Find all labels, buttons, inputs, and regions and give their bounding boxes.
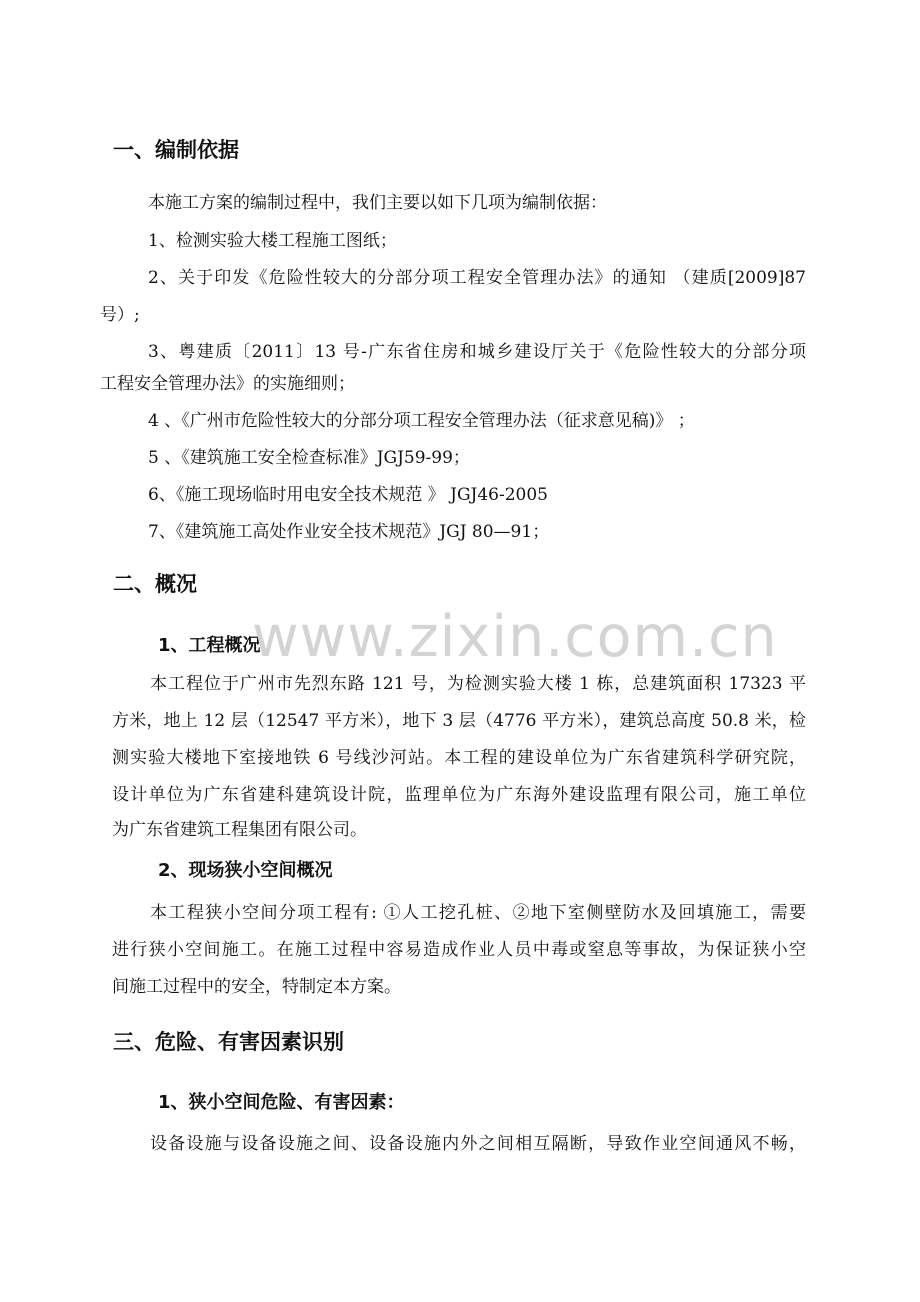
list-item: 2、关于印发《危险性较大的分部分项工程安全管理办法》的通知 （建质[2009]87 xyxy=(148,268,806,288)
paragraph-line: 进行狭小空间施工。在施工过程中容易造成作业人员中毒或窒息等事故，为保证狭小空 xyxy=(112,940,806,960)
list-item: 7、《建筑施工高处作业安全技术规范》JGJ 80—91； xyxy=(148,522,550,542)
subsection-heading-narrow-hazards: 1、狭小空间危险、有害因素： xyxy=(158,1092,405,1113)
section-heading-hazards: 三、危险、有害因素识别 xyxy=(113,1030,344,1054)
section-heading-basis: 一、编制依据 xyxy=(113,138,239,162)
subsection-heading-narrow-space: 2、现场狭小空间概况 xyxy=(158,860,333,881)
list-item: 5 、《建筑施工安全检查标准》JGJ59-99； xyxy=(148,448,470,468)
paragraph-intro: 本施工方案的编制过程中，我们主要以如下几项为编制依据： xyxy=(148,193,607,213)
paragraph-line: 设计单位为广东省建科建筑设计院，监理单位为广东海外建设监理有限公司，施工单位 xyxy=(112,785,806,805)
list-item: 6、《施工现场临时用电安全技术规范 》 JGJ46-2005 xyxy=(148,485,548,505)
paragraph-line: 设备设施与设备设施之间、设备设施内外之间相互隔断，导致作业空间通风不畅， xyxy=(150,1134,806,1154)
list-item: 1、检测实验大楼工程施工图纸； xyxy=(148,231,397,251)
list-item-continuation: 号）; xyxy=(100,305,140,325)
paragraph-line: 本工程位于广州市先烈东路 121 号，为检测实验大楼 1 栋，总建筑面积 17323 平 xyxy=(150,674,806,694)
paragraph-line: 本工程狭小空间分项工程有: ①人工挖孔桩、②地下室侧壁防水及回填施工，需要 xyxy=(150,903,806,923)
paragraph-line: 方米，地上 12 层（12547 平方米），地下 3 层（4776 平方米），建筑总高度 50.8 米，检 xyxy=(112,711,806,731)
subsection-heading-project: 1、工程概况 xyxy=(158,635,261,656)
paragraph-line: 间施工过程中的安全，特制定本方案。 xyxy=(112,977,401,997)
list-item: 4 、《广州市危险性较大的分部分项工程安全管理办法（征求意见稿)》 ； xyxy=(148,411,695,431)
watermark: www.zixin.com.cn xyxy=(252,604,778,670)
paragraph-line: 为广东省建筑工程集团有限公司。 xyxy=(112,820,367,840)
list-item: 3、粤建质〔2011〕13 号-广东省住房和城乡建设厅关于《危险性较大的分部分项 xyxy=(148,342,806,362)
section-heading-overview: 二、概况 xyxy=(113,572,197,596)
paragraph-line: 测实验大楼地下室接地铁 6 号线沙河站。本工程的建设单位为广东省建筑科学研究院， xyxy=(112,748,806,768)
list-item-continuation: 工程安全管理办法》的实施细则； xyxy=(100,374,355,394)
